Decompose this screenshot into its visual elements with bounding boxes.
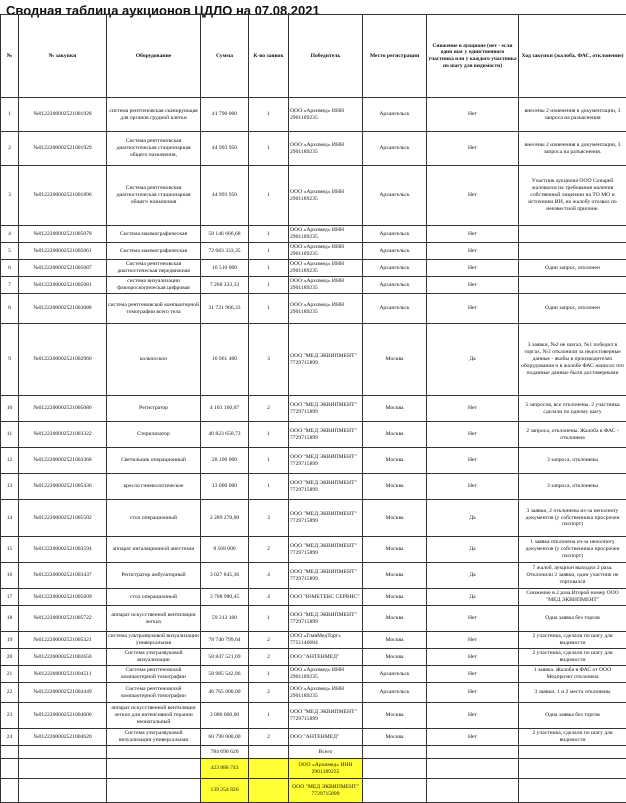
equipment-name: Система рентгеновская диагностическая стационарная общего назначения (107, 166, 201, 226)
price-drop: Нет (427, 474, 519, 500)
registration-city: Москва (363, 703, 427, 729)
table-header-row (1, 15, 626, 98)
winner-name: ООО "МЕД ЭКВИПМЕНТ" 7729715899 (289, 324, 363, 396)
table-row (1, 683, 626, 703)
row-number: 8 (1, 294, 19, 324)
procurement-progress: Один запрос, отклонен (519, 294, 626, 324)
procurement-progress: 5 запросов, все отклонены. 2 участника сделали по одному шагу (519, 396, 626, 422)
registration-city: Москва (363, 563, 427, 589)
contract-sum: 41 790 000 (201, 98, 249, 132)
procurement-progress: 2 запроса, отклонены. Жалоба в ФАС - отклонена (519, 422, 626, 448)
contract-sum: 28 100 000 (201, 448, 249, 474)
row-number: 7 (1, 277, 19, 294)
equipment-name: система ультразвуковой визуализации универсальная (107, 632, 201, 649)
price-drop: Нет (427, 243, 519, 260)
winner-name: ООО «Архимед» ИНН 2901189235 (289, 666, 363, 683)
procurement-progress: 2 участника, сделали по шагу для видимости (519, 649, 626, 666)
winner-name: ООО "ЮМЕТЕКС СЕРВИС" (289, 589, 363, 606)
table-row (1, 166, 626, 226)
price-drop: Нет (427, 132, 519, 166)
purchase-number: №0122200002521005061 (19, 243, 107, 260)
table-row (1, 500, 626, 537)
winner-name: ООО "МЕД ЭКВИПМЕНТ" 7729715899 (289, 537, 363, 563)
registration-city: Москва (363, 500, 427, 537)
equipment-name: система визуализации флюороскопическая цифровая (107, 277, 201, 294)
subtotal-empty-cell (519, 759, 626, 779)
bid-count: 4 (249, 589, 289, 606)
winner-name: ООО "АНТЕНМЕД" (289, 729, 363, 746)
table-row (1, 649, 626, 666)
procurement-progress: 3 запроса, отклонены (519, 474, 626, 500)
registration-city: Архангельск (363, 132, 427, 166)
contract-sum: 2 289 270,00 (201, 500, 249, 537)
row-number: 6 (1, 260, 19, 277)
equipment-name: аппарат искусственной вентиляции легких (107, 606, 201, 632)
price-drop: Нет (427, 683, 519, 703)
purchase-number: №0122200002521004620 (19, 729, 107, 746)
row-number: 3 (1, 166, 19, 226)
equipment-name: аппарат искусственной вентиляции легких для интенсивной терапии неонатальный (107, 703, 201, 729)
winner-name: ООО «Архимед» ИНН 2901189235 (289, 683, 363, 703)
winner-name: ООО «Архимед» ИНН 2901189235 (289, 132, 363, 166)
winner-name: ООО «Архимед» ИНН 2901189235 (289, 226, 363, 243)
contract-sum: 58 847 521,69 (201, 649, 249, 666)
subtotal-empty-cell (107, 779, 201, 803)
bid-count: 2 (249, 683, 289, 703)
winner-name: ООО "МЕД ЭКВИПМЕНТ" 7729715899 (289, 422, 363, 448)
registration-city: Архангельск (363, 243, 427, 260)
auction-summary-table (0, 14, 626, 803)
table-row (1, 703, 626, 729)
subtotal-empty-cell (1, 759, 19, 779)
document-title: Сводная таблица аукционов ЦДЛО на 07.08.2021 (6, 3, 320, 18)
bid-count: 2 (249, 537, 289, 563)
equipment-name: Светильник операционный (107, 448, 201, 474)
subtotal-empty-cell (363, 759, 427, 779)
contract-sum: 72 683 333,35 (201, 243, 249, 260)
registration-city: Москва (363, 537, 427, 563)
table-row (1, 474, 626, 500)
bid-count: 1 (249, 132, 289, 166)
subtotal-empty-cell (19, 779, 107, 803)
winner-name: ООО "МЕД ЭКВИПМЕНТ" 7729715899 (289, 474, 363, 500)
bid-count: 1 (249, 166, 289, 226)
procurement-progress (519, 243, 626, 260)
winner-name: ООО «Архимед» ИНН 2901189235 (289, 277, 363, 294)
purchase-number: №0122200002521005609 (19, 589, 107, 606)
row-number: 17 (1, 589, 19, 606)
subtotal-sum: 139 254 826 (201, 779, 249, 803)
price-drop: Нет (427, 422, 519, 448)
procurement-progress: 3 заявки, №2 не шагал, №1 победил в торгах, №3 отклонили за недостоверные данные - якобы в производителях оборудования и в жалобе ФАС написал что поданные данные были достоверными (519, 324, 626, 396)
contract-sum: 58 985 542,86 (201, 666, 249, 683)
subtotal-empty-cell (249, 779, 289, 803)
bid-count: 1 (249, 606, 289, 632)
procurement-progress: Снижение в 2 раза.Второй номер ООО "МЕД ЭКВИПМЕНТ" (519, 589, 626, 606)
contract-sum: 3 708 980,45 (201, 589, 249, 606)
contract-sum: 3 000 000,00 (201, 703, 249, 729)
row-number: 13 (1, 474, 19, 500)
table-row (1, 226, 626, 243)
price-drop: Нет (427, 606, 519, 632)
registration-city: Москва (363, 422, 427, 448)
bid-count: 2 (249, 396, 289, 422)
row-number: 21 (1, 666, 19, 683)
procurement-progress: 1 заявка. Жалоба в ФАС от ООО Медпроэкт отклонена (519, 666, 626, 683)
header-city: Место регистрации (363, 15, 427, 98)
contract-sum: 46 765 000,00 (201, 683, 249, 703)
registration-city: Архангельск (363, 166, 427, 226)
price-drop: Нет (427, 703, 519, 729)
total-empty-cell (19, 746, 107, 759)
row-number: 14 (1, 500, 19, 537)
purchase-number: №0122200002521005722 (19, 606, 107, 632)
registration-city: Москва (363, 606, 427, 632)
equipment-name: Система ультразвуковой визуализации (107, 649, 201, 666)
total-row (1, 746, 626, 759)
procurement-progress: 2 участника, сделали по шагу для видимости (519, 729, 626, 746)
price-drop: Нет (427, 166, 519, 226)
row-number: 11 (1, 422, 19, 448)
subtotal-empty-cell (249, 759, 289, 779)
row-number: 19 (1, 632, 19, 649)
price-drop: Да (427, 537, 519, 563)
procurement-progress: 7 жалоб, аукцион выходил 2 раза. Отклонили 2 заявки, один участник не торговался (519, 563, 626, 589)
purchase-number: №0122200002521005086 (19, 396, 107, 422)
equipment-name: стол операционный (107, 500, 201, 537)
contract-sum: 44 993 950 (201, 132, 249, 166)
bid-count: 1 (249, 260, 289, 277)
registration-city: Архангельск (363, 294, 427, 324)
row-number: 20 (1, 649, 19, 666)
winner-name: ООО "МЕД ЭКВИПМЕНТ" 7729715899 (289, 703, 363, 729)
registration-city: Архангельск (363, 226, 427, 243)
table-row (1, 277, 626, 294)
procurement-progress (519, 277, 626, 294)
row-number: 9 (1, 324, 19, 396)
table-row (1, 729, 626, 746)
subtotal-row (1, 759, 626, 779)
total-empty-cell (107, 746, 201, 759)
winner-name: ООО "АНТЕНМЕД" (289, 649, 363, 666)
contract-sum: 4 103 160,07 (201, 396, 249, 422)
table-row (1, 537, 626, 563)
equipment-name: Система рентгеновская диагностическая стационарная общего назначения, (107, 132, 201, 166)
row-number: 23 (1, 703, 19, 729)
purchase-number: №0122200002521003437 (19, 563, 107, 589)
equipment-name: аппарат ингаляционной анестезии (107, 537, 201, 563)
purchase-number: №0122200002521005081 (19, 277, 107, 294)
bid-count: 1 (249, 243, 289, 260)
equipment-name: кольпоскоп (107, 324, 201, 396)
purchase-number: №0122200002521001928 (19, 98, 107, 132)
table-row (1, 632, 626, 649)
header-number: № (1, 15, 19, 98)
subtotal-row (1, 779, 626, 803)
bid-count: 3 (249, 324, 289, 396)
bid-count: 1 (249, 474, 289, 500)
subtotal-empty-cell (1, 779, 19, 803)
contract-sum: 31 721 966,33 (201, 294, 249, 324)
subtotal-empty-cell (427, 759, 519, 779)
equipment-name: Система маммографическая (107, 226, 201, 243)
header-equipment: Оборудование (107, 15, 201, 98)
procurement-progress: Один запрос, отклонен (519, 260, 626, 277)
table-row (1, 260, 626, 277)
winner-name: ООО «Архимед» ИНН 2901189235 (289, 260, 363, 277)
bid-count: 4 (249, 563, 289, 589)
contract-sum: 16 961 400 (201, 324, 249, 396)
equipment-name: Стерилизатор (107, 422, 201, 448)
bid-count: 1 (249, 448, 289, 474)
header-progress: Ход закупки (жалоба, ФАС, отклонение) (519, 15, 626, 98)
purchase-number: №0122200002521003594 (19, 537, 107, 563)
total-empty-cell (363, 746, 427, 759)
header-price-drop: Снижение в аукционе (нет - если один шаг у единственного участника или у каждого участника по шагу для видимости) (427, 15, 519, 98)
subtotal-empty-cell (427, 779, 519, 803)
header-winner: Победитель (289, 15, 363, 98)
price-drop: Нет (427, 260, 519, 277)
price-drop: Нет (427, 649, 519, 666)
row-number: 1 (1, 98, 19, 132)
subtotal-empty-cell (519, 779, 626, 803)
registration-city: Архангельск (363, 666, 427, 683)
header-sum: Сумма (201, 15, 249, 98)
contract-sum: 59 312 100 (201, 606, 249, 632)
contract-sum: 58 146 666,68 (201, 226, 249, 243)
bid-count: 2 (249, 649, 289, 666)
procurement-progress: Одна заявка без торгов (519, 606, 626, 632)
purchase-number: №0122200002521002960 (19, 324, 107, 396)
registration-city: Москва (363, 474, 427, 500)
table-row (1, 666, 626, 683)
table-row (1, 243, 626, 260)
table-row (1, 324, 626, 396)
row-number: 4 (1, 226, 19, 243)
equipment-name: Система рентгеновской компьютерной томографии (107, 666, 201, 683)
header-bids: К-во заявок (249, 15, 289, 98)
row-number: 15 (1, 537, 19, 563)
price-drop: Нет (427, 396, 519, 422)
row-number: 10 (1, 396, 19, 422)
table-row (1, 589, 626, 606)
total-label: Всего (289, 746, 363, 759)
bid-count: 1 (249, 666, 289, 683)
header-purchase-number: № закупки (19, 15, 107, 98)
bid-count: 1 (249, 98, 289, 132)
purchase-number: №0122200002521003322 (19, 422, 107, 448)
subtotal-empty-cell (107, 759, 201, 779)
equipment-name: система рентгеновской компьютерной томографии всего тела (107, 294, 201, 324)
procurement-progress: 3 запроса, отклонены (519, 448, 626, 474)
registration-city: Москва (363, 729, 427, 746)
winner-name: ООО «Архимед» ИНН 2901189235 (289, 166, 363, 226)
procurement-progress: 1 заявка отклонена из-за неполноту документов (у собственника просрочен паспорт) (519, 537, 626, 563)
equipment-name: Регистратор (107, 396, 201, 422)
table-row (1, 132, 626, 166)
price-drop: Да (427, 324, 519, 396)
subtotal-sum: 423 888 743 (201, 759, 249, 779)
registration-city: Москва (363, 448, 427, 474)
registration-city: Москва (363, 396, 427, 422)
price-drop: Нет (427, 666, 519, 683)
price-drop: Да (427, 589, 519, 606)
contract-sum: 44 993 950 (201, 166, 249, 226)
purchase-number: №0122200002521003368 (19, 448, 107, 474)
bid-count: 1 (249, 226, 289, 243)
table-body (1, 98, 626, 746)
winner-name: ООО «Архимед» ИНН 2901189235 (289, 243, 363, 260)
price-drop: Да (427, 563, 519, 589)
subtotal-winner: ООО «Архимед» ИНН 2901189235 (289, 759, 363, 779)
winner-name: ООО «ГлавМедТорг» 7751146684 (289, 632, 363, 649)
registration-city: Москва (363, 324, 427, 396)
equipment-name: стол операционный (107, 589, 201, 606)
table-row (1, 563, 626, 589)
procurement-progress: 3 заявки, 2 отклонены из-за неполноту документов (у собственника просрочен паспорт) (519, 500, 626, 537)
subtotal-empty-cell (19, 759, 107, 779)
purchase-number: №0122200002521005502 (19, 500, 107, 537)
price-drop: Нет (427, 632, 519, 649)
registration-city: Архангельск (363, 683, 427, 703)
row-number: 22 (1, 683, 19, 703)
equipment-name: кресло гинекологическое (107, 474, 201, 500)
contract-sum: 7 268 333,33 (201, 277, 249, 294)
bid-count: 3 (249, 500, 289, 537)
contract-sum: 78 740 799,64 (201, 632, 249, 649)
registration-city: Архангельск (363, 277, 427, 294)
bid-count: 2 (249, 632, 289, 649)
procurement-progress: 3 заявки. 1 и 2 места отклонены (519, 683, 626, 703)
purchase-number: №0122200002521004511 (19, 666, 107, 683)
bid-count: 1 (249, 294, 289, 324)
row-number: 12 (1, 448, 19, 474)
registration-city: Архангельск (363, 98, 427, 132)
purchase-number: №0122200002521002658 (19, 649, 107, 666)
total-empty-cell (519, 746, 626, 759)
purchase-number: №0122200002521004449 (19, 683, 107, 703)
table-row (1, 396, 626, 422)
row-number: 24 (1, 729, 19, 746)
equipment-name: Система ультразвуковой визуализации универсальная (107, 729, 201, 746)
procurement-progress: 2 участника, сделали по шагу для видимости (519, 632, 626, 649)
total-empty-cell (427, 746, 519, 759)
registration-city: Москва (363, 632, 427, 649)
winner-name: ООО "МЕД ЭКВИПМЕНТ" 7729715899 (289, 606, 363, 632)
subtotal-winner: ООО "МЕД ЭКВИПМЕНТ" 7729715899 (289, 779, 363, 803)
row-number: 16 (1, 563, 19, 589)
table-row (1, 606, 626, 632)
winner-name: ООО "МЕД ЭКВИПМЕНТ" 7729715899 (289, 563, 363, 589)
procurement-progress: внесены 2 изменения в документации, 3 запроса на разъяснения. (519, 132, 626, 166)
table-row (1, 448, 626, 474)
purchase-number: №0122200002521004600 (19, 703, 107, 729)
equipment-name: Регистратор амбулаторный (107, 563, 201, 589)
purchase-number: №0122200002521005436 (19, 474, 107, 500)
purchase-number: №0122200002521003088 (19, 294, 107, 324)
bid-count: 2 (249, 729, 289, 746)
subtotal-empty-cell (363, 779, 427, 803)
winner-name: ООО «Архимед» ИНН 2901189235 (289, 294, 363, 324)
contract-sum: 13 000 000 (201, 474, 249, 500)
purchase-number: №0122200002521005321 (19, 632, 107, 649)
table-row (1, 294, 626, 324)
price-drop: Нет (427, 277, 519, 294)
procurement-progress: внесены 2 изменения в документации, 3 запроса на разъяснения (519, 98, 626, 132)
equipment-name: Система рентгеновской компьютерной томографии (107, 683, 201, 703)
price-drop: Нет (427, 226, 519, 243)
winner-name: ООО "МЕД ЭКВИПМЕНТ" 7729715899 (289, 500, 363, 537)
table-row (1, 422, 626, 448)
equipment-name: система рентгеновская сканирующая для органов грудной клетки (107, 98, 201, 132)
winner-name: ООО "МЕД ЭКВИПМЕНТ" 7729715899 (289, 396, 363, 422)
procurement-progress: Одна заявка без торгов (519, 703, 626, 729)
total-sum: 784 690 620 (201, 746, 249, 759)
registration-city: Архангельск (363, 260, 427, 277)
registration-city: Москва (363, 649, 427, 666)
bid-count: 1 (249, 422, 289, 448)
total-empty-cell (249, 746, 289, 759)
contract-sum: 8 568 000 (201, 537, 249, 563)
contract-sum: 16 510 000 (201, 260, 249, 277)
contract-sum: 3 027 845,36 (201, 563, 249, 589)
winner-name: ООО «Архимед» ИНН 2901189235 (289, 98, 363, 132)
purchase-number: №0122200002521005078 (19, 226, 107, 243)
row-number: 2 (1, 132, 19, 166)
contract-sum: 40 823 650,73 (201, 422, 249, 448)
price-drop: Да (427, 500, 519, 537)
registration-city: Москва (363, 589, 427, 606)
equipment-name: Система рентгеновская диагностическая передвижная (107, 260, 201, 277)
row-number: 5 (1, 243, 19, 260)
bid-count: 1 (249, 277, 289, 294)
price-drop: Нет (427, 729, 519, 746)
winner-name: ООО "МЕД ЭКВИПМЕНТ" 7729715899 (289, 448, 363, 474)
purchase-number: №0122200002521005087 (19, 260, 107, 277)
total-empty-cell (1, 746, 19, 759)
purchase-number: №0122200002521001929 (19, 132, 107, 166)
row-number: 18 (1, 606, 19, 632)
purchase-number: №0122200002521001896 (19, 166, 107, 226)
equipment-name: Система маммографическая (107, 243, 201, 260)
contract-sum: 60 790 000,00 (201, 729, 249, 746)
procurement-progress (519, 226, 626, 243)
table-row (1, 98, 626, 132)
price-drop: Нет (427, 98, 519, 132)
price-drop: Нет (427, 294, 519, 324)
procurement-progress: Участник аукциона ООО Сонарей жаловался на требования наличия собственной лицензии на ТО МО и источники ИИ, но жалобу отозвал по неизвестной причине. (519, 166, 626, 226)
price-drop: Нет (427, 448, 519, 474)
bid-count: 1 (249, 703, 289, 729)
